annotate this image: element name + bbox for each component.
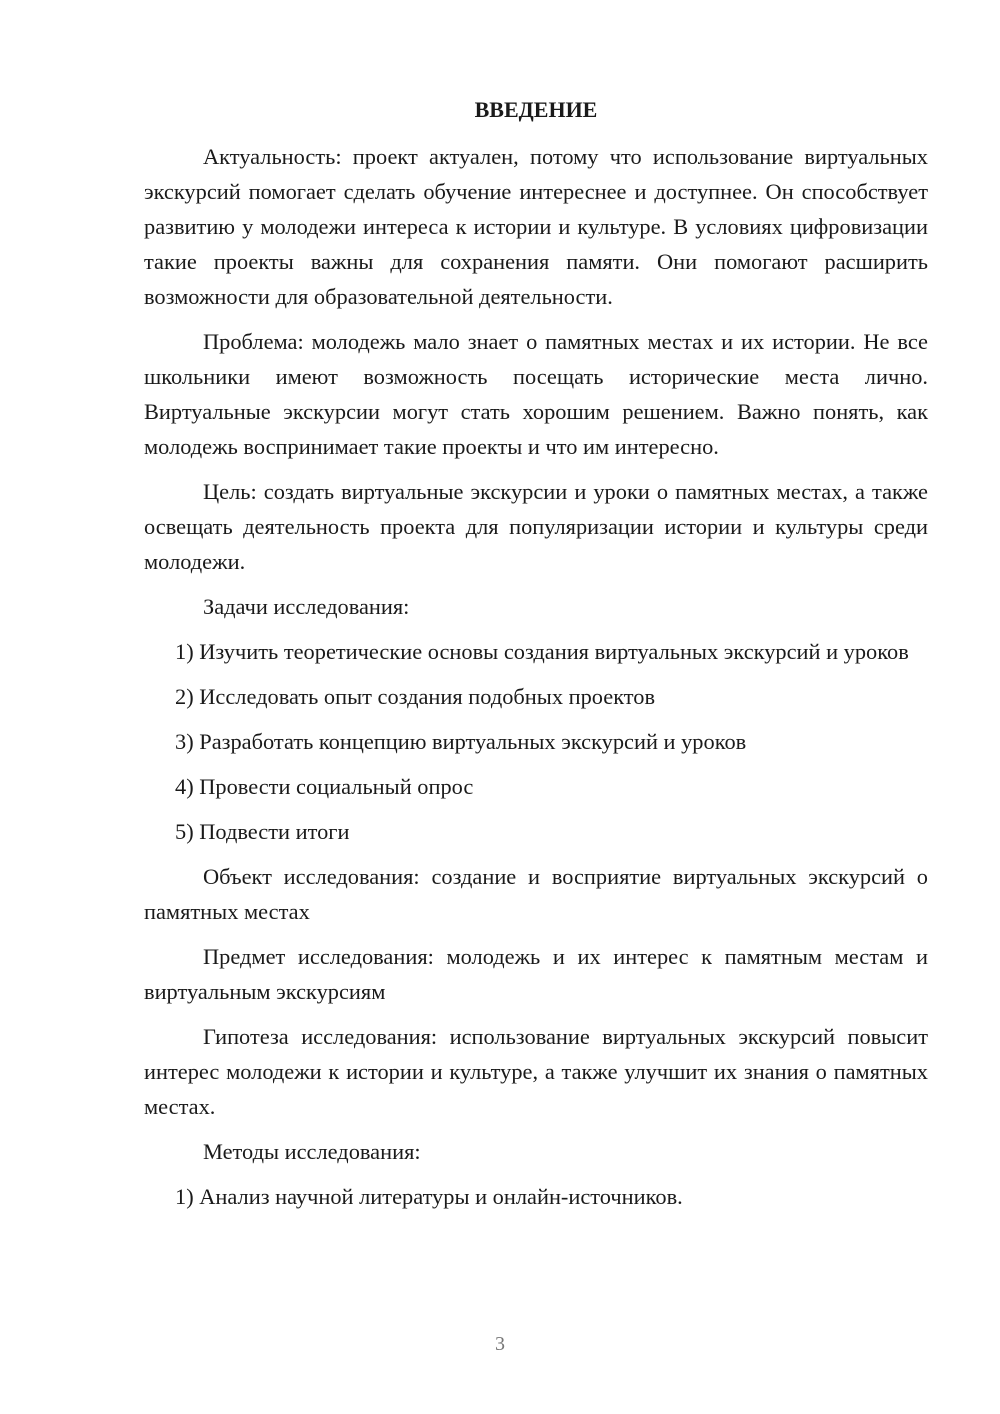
task-item: 1) Изучить теоретические основы создания виртуальных экскурсий и уроков <box>175 639 909 664</box>
methods-heading: Методы исследования: <box>203 1139 421 1164</box>
subject-paragraph: Предмет исследования: молодежь и их интерес к памятным местам и виртуальным экскурсиям <box>144 944 928 1004</box>
problem-paragraph: Проблема: молодежь мало знает о памятных местах и их истории. Не все школьники имеют возможность посещать исторические места лично. Виртуальные экскурсии могут стать хорошим решением. Важно понять, как молодежь воспринимает такие проекты и что им интересно. <box>144 329 928 459</box>
task-item: 4) Провести социальный опрос <box>175 774 474 799</box>
method-item: 1) Анализ научной литературы и онлайн-источников. <box>175 1184 683 1209</box>
page-title: ВВЕДЕНИЕ <box>474 97 598 122</box>
goal-paragraph: Цель: создать виртуальные экскурсии и уроки о памятных местах, а также освещать деятельность проекта для популяризации истории и культуры среди молодежи. <box>144 479 928 574</box>
relevance-paragraph: Актуальность: проект актуален, потому что использование виртуальных экскурсий помогает сделать обучение интереснее и доступнее. Он способствует развитию у молодежи интереса к истории и культуре. В условиях цифровизации такие проекты важны для сохранения памяти. Они помогают расширить возможности для образовательной деятельности. <box>144 144 928 309</box>
page-number: 3 <box>495 1333 505 1355</box>
task-item: 5) Подвести итоги <box>175 819 350 844</box>
task-item: 2) Исследовать опыт создания подобных проектов <box>175 684 656 709</box>
tasks-heading: Задачи исследования: <box>203 594 410 619</box>
object-paragraph: Объект исследования: создание и восприятие виртуальных экскурсий о памятных местах <box>144 864 928 924</box>
document-body <box>144 92 928 1224</box>
task-item: 3) Разработать концепцию виртуальных экскурсий и уроков <box>175 729 747 754</box>
hypothesis-paragraph: Гипотеза исследования: использование виртуальных экскурсий повысит интерес молодежи к истории и культуре, а также улучшит их знания о памятных местах. <box>144 1024 928 1119</box>
